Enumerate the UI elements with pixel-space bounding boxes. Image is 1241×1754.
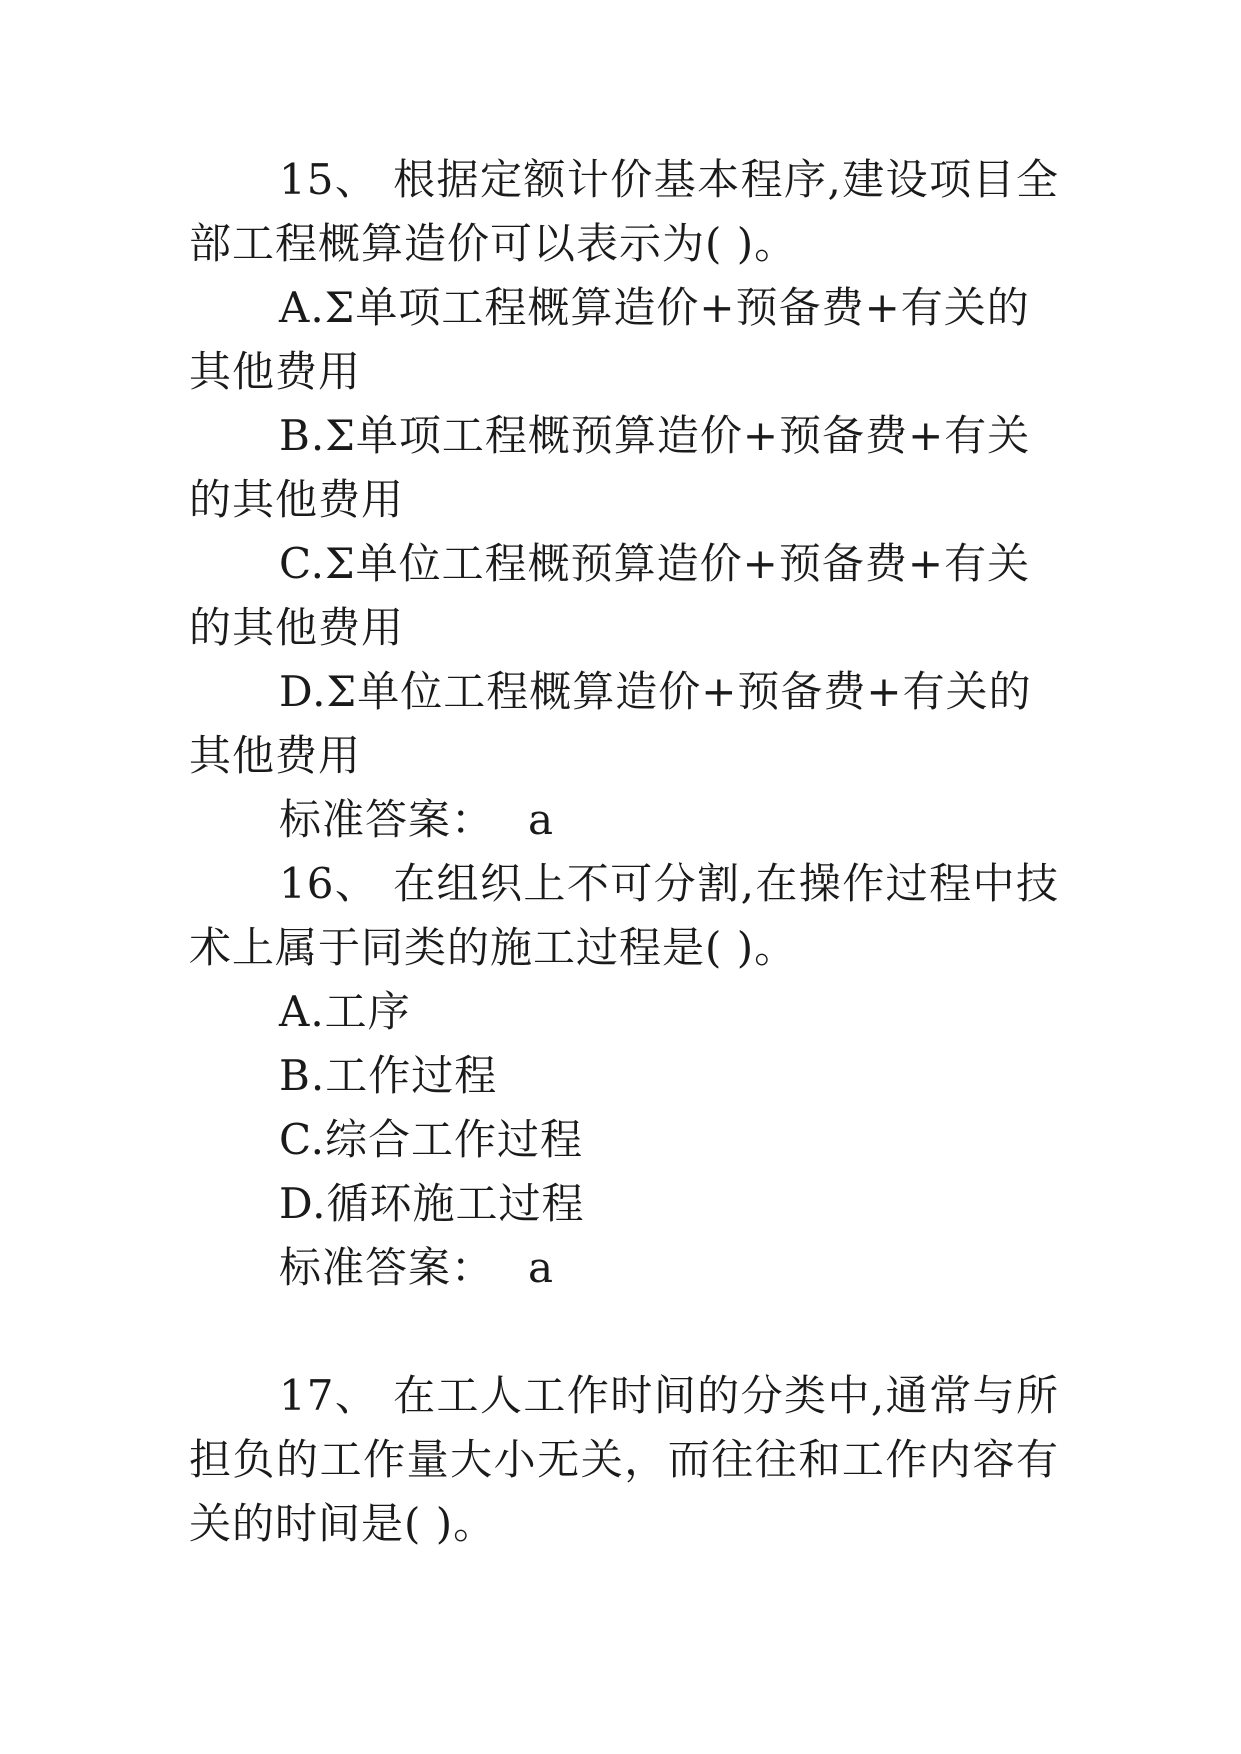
option-c: C.Σ单位工程概预算造价+预备费+有关的其他费用 — [189, 539, 1031, 652]
option-d: D.Σ单位工程概算造价+预备费+有关的其他费用 — [189, 667, 1032, 780]
question-16 — [189, 852, 1059, 1300]
answer-value: a — [528, 795, 555, 844]
answer-value: a — [528, 1243, 555, 1292]
answer-label: 标准答案： — [279, 1243, 495, 1292]
question-stem: 16、 在组织上不可分割,在操作过程中技术上属于同类的施工过程是( )。 — [189, 859, 1059, 972]
option-b: B.Σ单项工程概预算造价+预备费+有关的其他费用 — [189, 411, 1031, 524]
question-17 — [189, 1364, 1059, 1556]
answer-label: 标准答案： — [279, 795, 495, 844]
standard-answer — [189, 788, 1059, 852]
option-c: C.综合工作过程 — [279, 1115, 583, 1164]
option-a: A.Σ单项工程概算造价+预备费+有关的其他费用 — [189, 283, 1030, 396]
option-d: D.循环施工过程 — [279, 1179, 585, 1228]
standard-answer — [189, 1236, 1059, 1300]
question-15 — [189, 148, 1059, 852]
option-b: B.工作过程 — [279, 1051, 498, 1100]
question-stem: 17、 在工人工作时间的分类中,通常与所担负的工作量大小无关，而往往和工作内容有关的时间是( )。 — [189, 1371, 1059, 1548]
option-a: A.工序 — [279, 987, 411, 1036]
question-stem: 15、 根据定额计价基本程序,建设项目全部工程概算造价可以表示为( )。 — [189, 155, 1059, 268]
document-content — [189, 148, 1059, 1556]
blank-line — [189, 1300, 1059, 1364]
